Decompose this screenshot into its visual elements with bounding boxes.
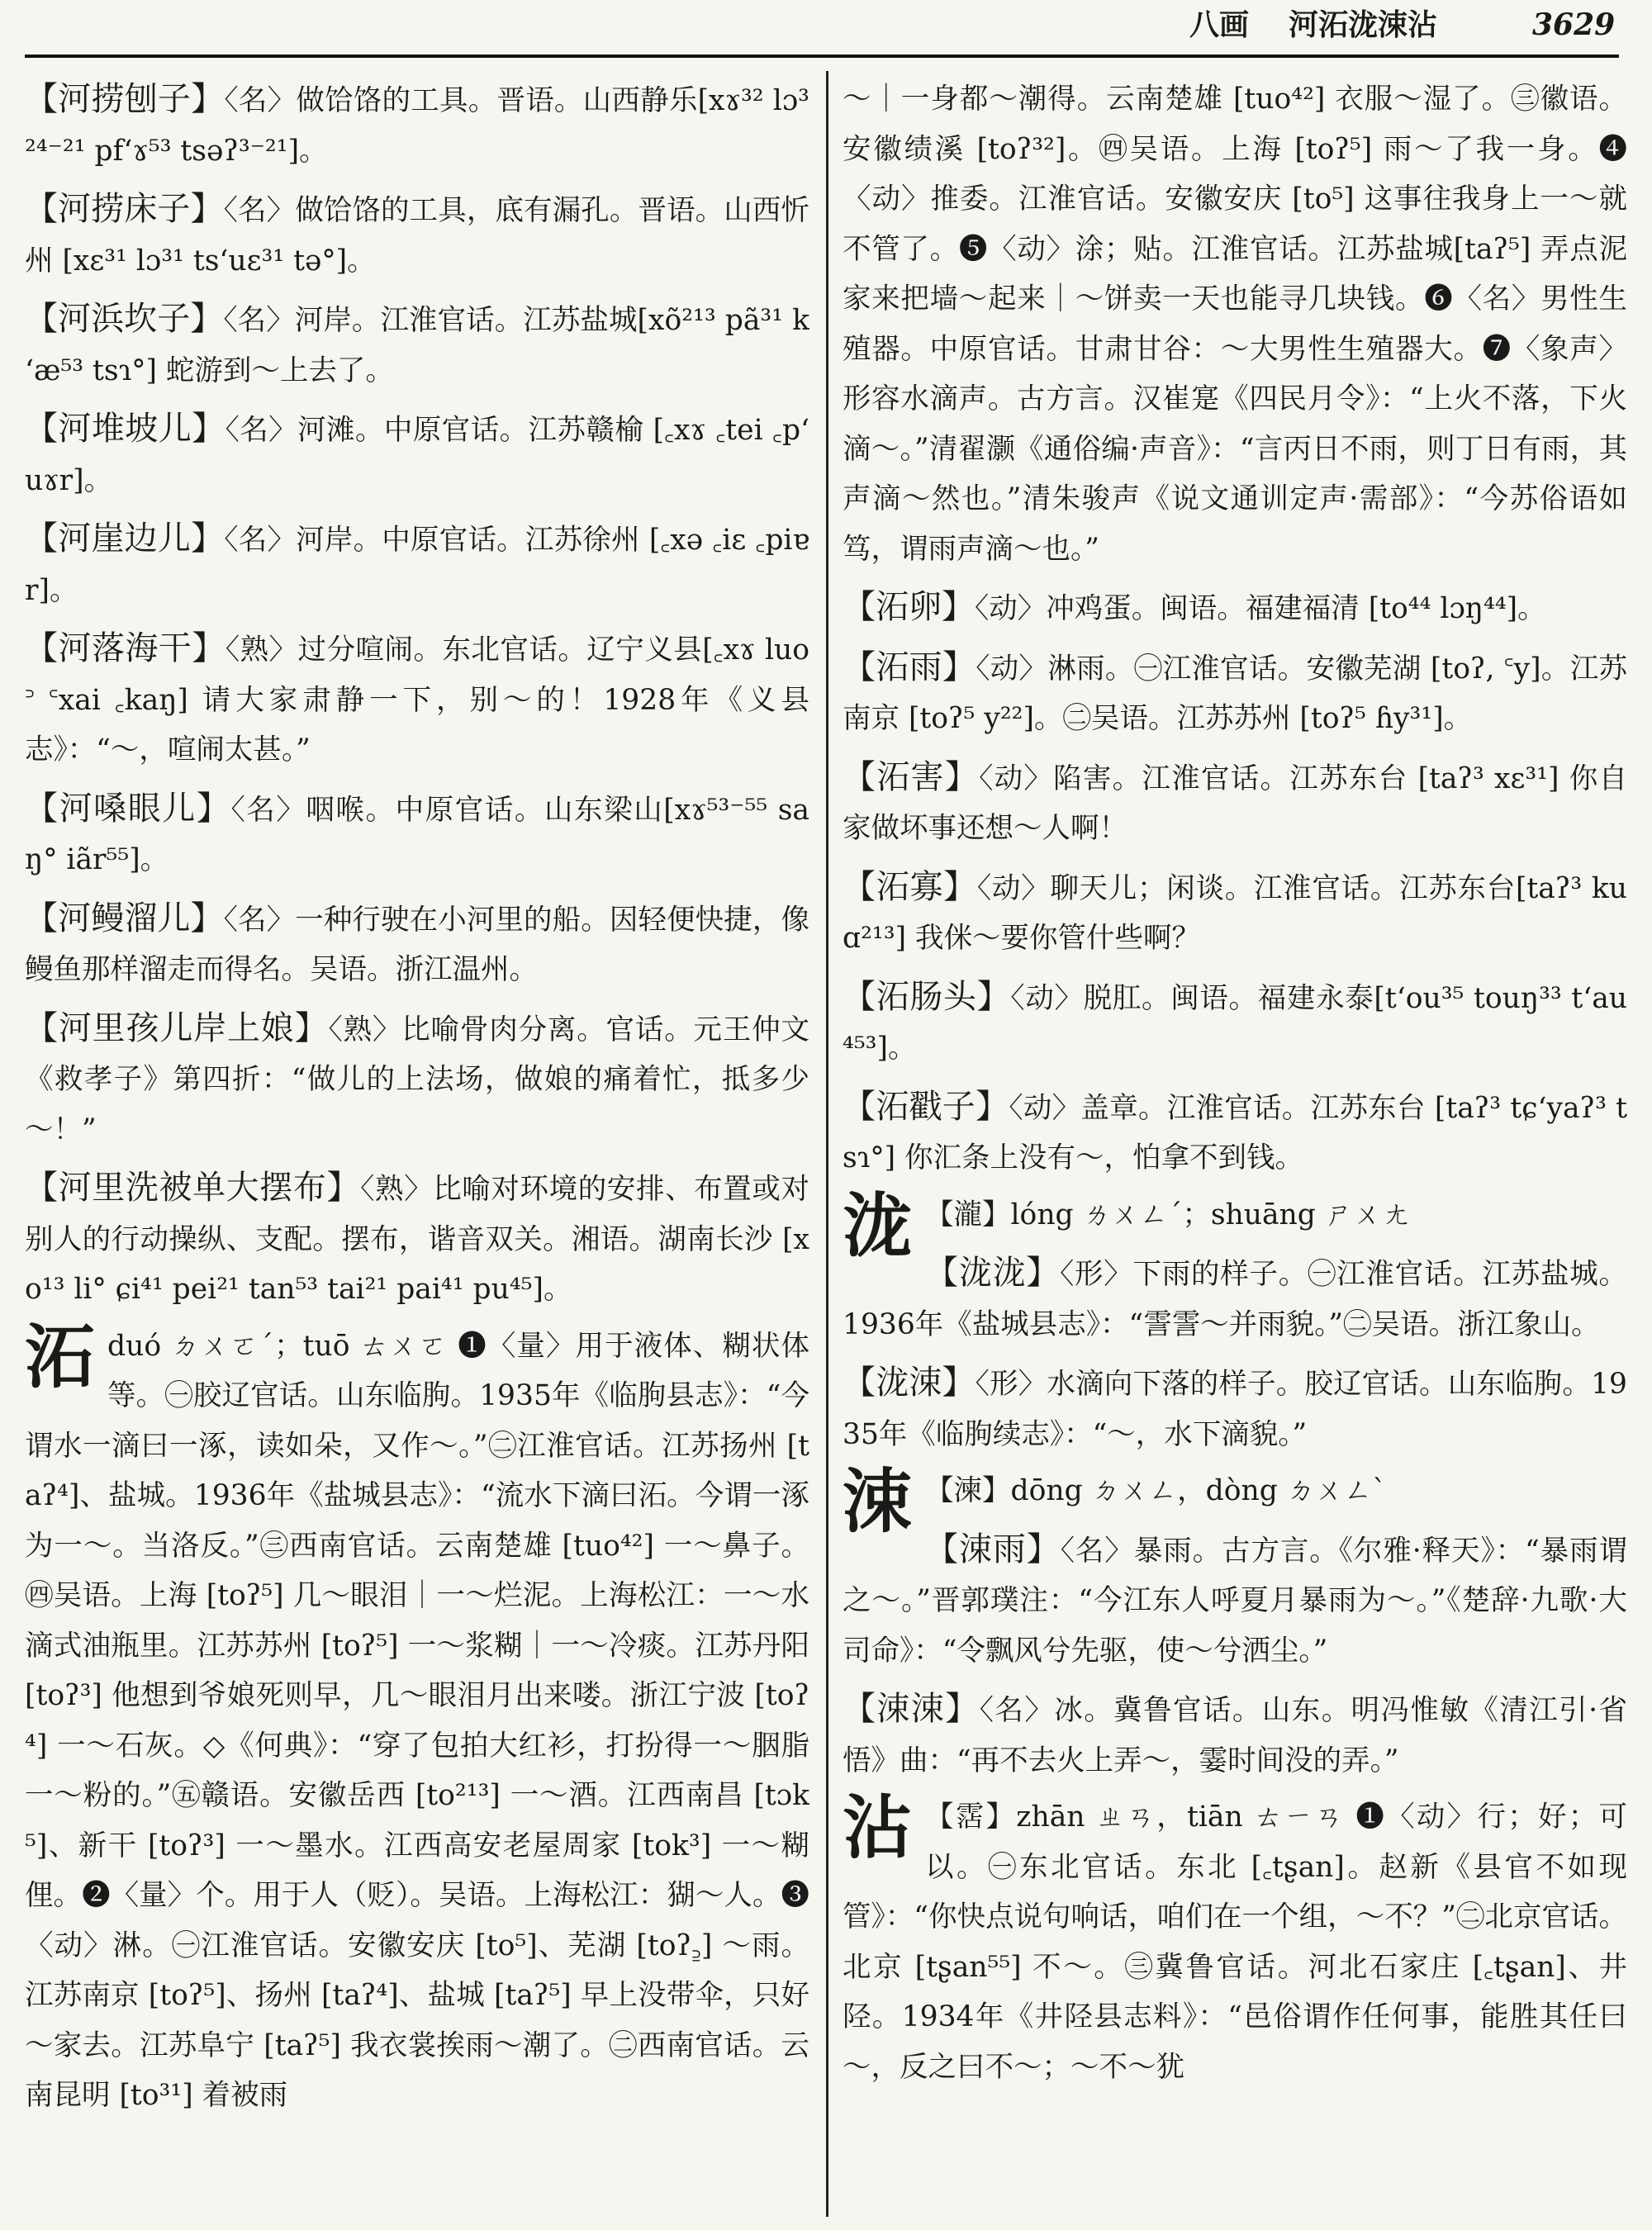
entry-headword: 【河堆坡儿】 [25, 410, 225, 448]
dictionary-entry [843, 1684, 1627, 1786]
column-divider [826, 71, 828, 2217]
entry-body: 〈名〉河滩。中原官话。江苏赣榆 [꜀xɤ ꜀tei ꜀pʻuɤr]。 [25, 414, 809, 497]
entry-headword: 【河捞刨子】 [25, 80, 225, 118]
entry-headword: 【涑涑】 [843, 1690, 980, 1728]
header-characters: 河沰泷涑沾 [1289, 7, 1438, 42]
headword-character: 涑 [843, 1460, 913, 1542]
entry-body: 〈动〉聊天儿；闲谈。江淮官话。江苏东台[taʔ³ kuɑ²¹³] 我侎～要你管什些啊？ [843, 871, 1627, 955]
entry-body: 〈形〉水滴向下落的样子。胶辽官话。山东临朐。1935年《临朐续志》：“～，水下滴貌。” [843, 1368, 1627, 1451]
entry-headword: 【泷涑】 [843, 1364, 976, 1402]
character-entry [843, 1460, 1627, 1542]
dictionary-entry [25, 184, 809, 286]
dictionary-entry [25, 784, 809, 885]
dictionary-entry [843, 1358, 1627, 1459]
character-entry [25, 1315, 809, 2121]
headword-character: 泷 [843, 1184, 913, 1266]
dictionary-entry [25, 514, 809, 615]
dictionary-entry [843, 1525, 1627, 1677]
dictionary-entry [843, 862, 1627, 964]
page-number: 3629 [1532, 7, 1616, 42]
entry-body: 〈名〉暴雨。古方言。《尔雅·释天》：“暴雨谓之～。”晋郭璞注：“今江东人呼夏月暴雨为～。”《楚辞·九歌·大司命》：“令飘风兮先驱，使～兮洒尘。” [843, 1534, 1627, 1668]
entry-body: 【瀧】lóng ㄌㄨㄥˊ；shuāng ㄕㄨㄤ [925, 1198, 1411, 1231]
dictionary-entry [843, 752, 1627, 854]
entry-body: 〈动〉淋雨。㊀江淮官话。安徽芜湖 [toʔ, ꜂y]。江苏南京 [toʔ⁵ y²²]。㊁吴语。江苏苏州 [toʔ⁵ ɦy³¹]。 [843, 652, 1627, 735]
dictionary-entry [25, 1163, 809, 1315]
character-entry [843, 1184, 1627, 1266]
dictionary-entry [25, 624, 809, 776]
left-column [25, 74, 809, 2218]
entry-body: 〈名〉咽喉。中原官话。山东梁山[xɤ⁵³⁻⁵⁵ saŋ° iãr⁵⁵]。 [25, 793, 809, 876]
entry-body: 〈名〉一种行驶在小河里的船。因轻便快捷，像鳗鱼那样溜走而得名。吴语。浙江温州。 [25, 903, 809, 986]
entry-headword: 【沰肠头】 [843, 977, 1011, 1016]
entry-body: 〈动〉脱肛。闽语。福建永泰[tʻou³⁵ touŋ³³ tʻau⁴⁵³]。 [843, 981, 1627, 1065]
dictionary-entry [843, 1248, 1627, 1350]
right-column [843, 74, 1627, 2218]
entry-body: duó ㄉㄨㄛˊ；tuō ㄊㄨㄛ ❶〈量〉用于液体、糊状体等。㊀胶辽官话。山东临朐。1935年《临朐县志》：“今谓水一滴曰一涿，读如朵，又作～。”㊁江淮官话。江苏扬州 [taʔ⁴]、盐城。1936年《盐城县志》：“流水下滴曰沰。今谓一涿为一～。当洛反。”㊂西南官话。云南楚雄 [tuo⁴²] 一～鼻子。㊃吴语。上海 [toʔ⁵] 几～眼泪｜一～烂泥。上海松江：一～水滴式油瓶里。江苏苏州 [toʔ⁵] 一～浆糊｜一～冷痰。江苏丹阳 [toʔ³] 他想到爷娘死则早，几～眼泪月出来喽。浙江宁波 [toʔ⁴] 一～石灰。◇《何典》：“穿了包拍大红衫，打扮得一～胭脂一～粉的。”㊄赣语。安徽岳西 [to²¹³] 一～酒。江西南昌 [tɔk⁵]、新干 [toʔ³] 一～墨水。江西高安老屋周家 [tok³] 一～糊俚。❷〈量〉个。用于人（贬）。吴语。上海松江：猢～人。❸〈动〉淋。㊀江淮官话。安徽安庆 [to⁵]、芜湖 [toʔ꜇] ～雨。江苏南京 [toʔ⁵]、扬州 [taʔ⁴]、盐城 [taʔ⁵] 早上没带伞，只好～家去。江苏阜宁 [taʔ⁵] 我衣裳挨雨～潮了。㊁西南官话。云南昆明 [to³¹] 着被雨 [25, 1329, 809, 2112]
entry-headword: 【沰雨】 [843, 648, 976, 686]
continued-text [843, 74, 1627, 574]
entry-body: 【湅】dōng ㄉㄨㄥ，dòng ㄉㄨㄥˋ [925, 1474, 1387, 1507]
entry-headword: 【泷泷】 [925, 1254, 1061, 1292]
dictionary-entry [843, 643, 1627, 744]
entry-headword: 【沰戳子】 [843, 1087, 1009, 1126]
entry-headword: 【沰卵】 [843, 588, 975, 626]
entry-body: 〈熟〉比喻骨肉分离。官话。元王仲文《救孝子》第四折：“做儿的上法场，做娘的痛着忙，抵多少～！” [25, 1013, 809, 1146]
entry-body: ～｜一身都～潮得。云南楚雄 [tuo⁴²] 衣服～湿了。㊂徽语。安徽绩溪 [toʔ³²]。㊃吴语。上海 [toʔ⁵] 雨～了我一身。❹〈动〉推委。江淮官话。安徽安庆 [to⁵] 这事往我身上一～就不管了。❺〈动〉涂；贴。江淮官话。江苏盐城[taʔ⁵] 弄点泥家来把墙～起来｜～饼卖一天也能寻几块钱。❻〈名〉男性生殖器。中原官话。甘肃甘谷：～大男性生殖器大。❼〈象声〉形容水滴声。古方言。汉崔寔《四民月令》：“上火不落，下火滴～。”清翟灏《通俗编·声音》：“言丙日不雨，则丁日有雨，其声滴～然也。”清朱骏声《说文通训定声·需部》：“今苏俗语如笃，谓雨声滴～也。” [843, 83, 1627, 566]
entry-body: 〈名〉河岸。中原官话。江苏徐州 [꜀xə ꜀iɛ ꜀piɐr]。 [25, 524, 809, 607]
entry-body: 〈形〉下雨的样子。㊀江淮官话。江苏盐城。1936年《盐城县志》：“霅霅～并雨貌。”㊁吴语。浙江象山。 [843, 1258, 1627, 1341]
entry-body: 〈熟〉比喻对环境的安排、布置或对别人的行动操纵、支配。摆布，谐音双关。湘语。湖南长沙 [xo¹³ li° ɕi⁴¹ pei²¹ tan⁵³ tai²¹ pai⁴¹ pu⁴⁵]。 [25, 1173, 809, 1306]
entry-body: 〈名〉做饸饹的工具。晋语。山西静乐[xɤ³² lɔ³²⁴⁻²¹ pfʻɤ⁵³ tsəʔ³⁻²¹]。 [25, 84, 809, 168]
entry-headword: 【河里孩儿岸上娘】 [25, 1008, 329, 1047]
entry-body: 〈动〉冲鸡蛋。闽语。福建福清 [to⁴⁴ lɔŋ⁴⁴]。 [975, 592, 1546, 625]
entry-body: 【霑】zhān ㄓㄢ，tiān ㄊㄧㄢ ❶〈动〉行；好；可以。㊀东北官话。东北 [꜀tʂan]。赵新《县官不如现管》：“你快点说句响话，咱们在一个组，～不？”㊁北京官话。北京 [tʂan⁵⁵] 不～。㊂冀鲁官话。河北石家庄 [꜀tʂan]、井陉。1934年《井陉县志料》：“邑俗谓作任何事，能胜其任曰～，反之曰不～；～不～犹 [843, 1801, 1627, 2084]
dictionary-entry [843, 972, 1627, 1074]
dictionary-entry [25, 1004, 809, 1155]
entry-headword: 【河里洗被单大摆布】 [25, 1169, 361, 1207]
dictionary-entry [843, 1082, 1627, 1184]
dictionary-entry [25, 894, 809, 995]
entry-body: 〈动〉盖章。江淮官话。江苏东台 [taʔ³ tɕʻyaʔ³ tsɿ°] 你汇条上没有～，怕拿不到钱。 [843, 1091, 1627, 1174]
entry-body: 〈名〉冰。冀鲁官话。山东。明冯惟敏《清江引·省悟》曲：“再不去火上弄～，霎时间没的弄。” [843, 1694, 1627, 1777]
entry-headword: 【河鳗溜儿】 [25, 899, 224, 937]
entry-headword: 【河捞床子】 [25, 190, 224, 228]
dictionary-entry [843, 582, 1627, 634]
entry-body: 〈名〉做饸饹的工具，底有漏孔。晋语。山西忻州 [xɛ³¹ lɔ³¹ tsʻuɛ³¹ tə°]。 [25, 194, 809, 278]
stroke-count-label: 八画 [1189, 7, 1250, 42]
entry-headword: 【沰害】 [843, 757, 980, 796]
dictionary-entry [25, 294, 809, 396]
header-rule [25, 55, 1619, 58]
entry-headword: 【河嗓眼儿】 [25, 789, 231, 828]
character-entry [843, 1786, 1627, 2092]
headword-character: 沾 [843, 1786, 913, 1868]
page-header [1189, 0, 1619, 50]
entry-headword: 【河崖边儿】 [25, 520, 225, 558]
entry-headword: 【河浜坎子】 [25, 300, 224, 338]
entry-body: 〈名〉河岸。江淮官话。江苏盐城[xõ²¹³ pã³¹ kʻæ⁵³ tsɿ°] 蛇游到～上去了。 [25, 304, 809, 387]
entry-headword: 【涑雨】 [925, 1530, 1061, 1568]
entry-headword: 【河落海干】 [25, 629, 225, 667]
headword-character: 沰 [25, 1315, 95, 1397]
dictionary-entry [25, 404, 809, 505]
dictionary-entry [25, 74, 809, 176]
entry-body: 〈动〉陷害。江淮官话。江苏东台 [taʔ³ xɛ³¹] 你自家做坏事还想～人啊！ [843, 762, 1627, 845]
entry-headword: 【沰寡】 [843, 867, 977, 906]
entry-body: 〈熟〉过分喧闹。东北官话。辽宁义县[꜀xɤ luo꜄ ꜂xai ꜀kaŋ] 请大家肃静一下，别～的！1928年《义县志》：“～，喧闹太甚。” [25, 633, 809, 766]
